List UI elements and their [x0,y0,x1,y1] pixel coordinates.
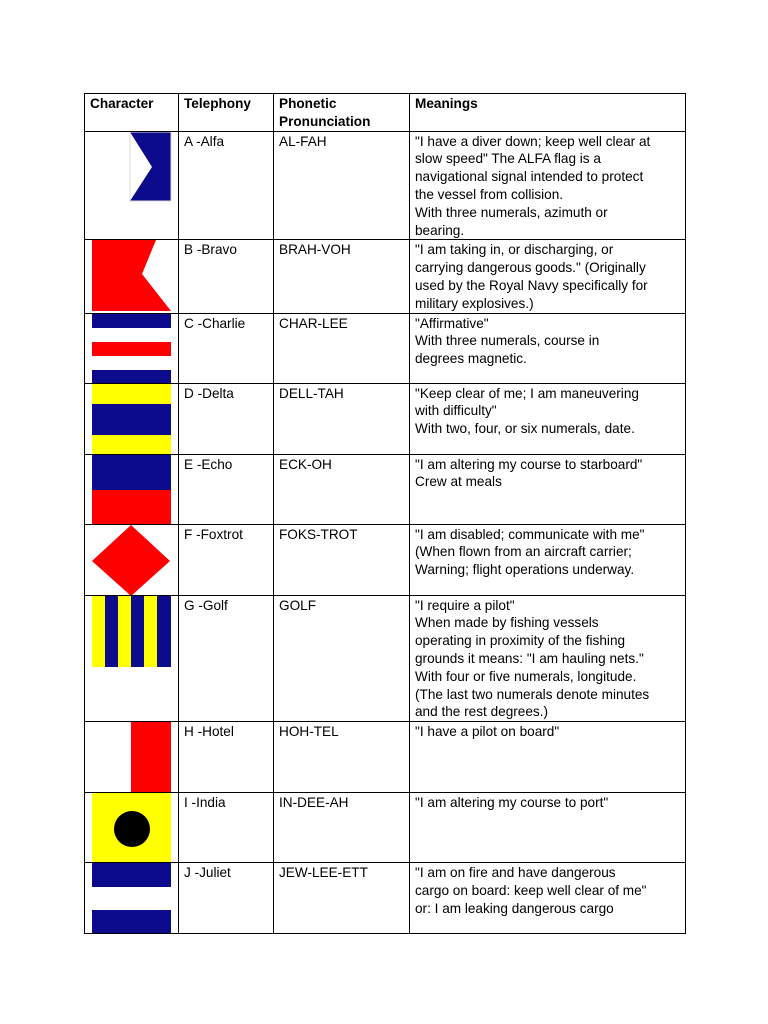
meaning-line: "I am altering my course to port" [415,795,609,811]
meanings-cell [410,595,686,722]
meaning-line: "I require a pilot" [415,597,515,613]
juliet-flag-icon [85,863,179,934]
phonetic-cell: BRAH-VOH [274,240,410,313]
telephony-cell: A -Alfa [179,131,274,240]
flag-cell [85,595,179,722]
telephony-cell: E -Echo [179,454,274,524]
foxtrot-flag-icon [85,525,179,596]
meaning-line: Warning; flight operations underway. [415,562,635,578]
table-row [85,454,686,524]
phonetic-cell: JEW-LEE-ETT [274,863,410,934]
telephony-cell: B -Bravo [179,240,274,313]
meaning-line: With three numerals, azimuth or [415,204,608,220]
phonetic-cell: DELL-TAH [274,383,410,454]
meaning-line: degrees magnetic. [415,351,527,367]
meaning-line: "I am altering my course to starboard" [415,456,643,472]
meaning-line: With three numerals, course in [415,333,600,349]
table-row [85,131,686,240]
meaning-line: When made by fishing vessels [415,615,599,631]
alfa-flag-icon [85,132,179,239]
telephony-cell: H -Hotel [179,722,274,793]
meaning-line: and the rest degrees.) [415,704,548,720]
table-row [85,722,686,793]
phonetic-cell: FOKS-TROT [274,524,410,595]
phonetic-cell: IN-DEE-AH [274,793,410,863]
flag-cell [85,793,179,863]
header-phonetic: Phonetic Pronunciation [274,94,410,132]
meanings-cell [410,863,686,934]
golf-flag-icon [85,596,179,721]
meaning-line: military explosives.) [415,295,534,311]
meaning-line: bearing. [415,222,465,238]
phonetic-cell: ECK-OH [274,454,410,524]
meanings-cell [410,240,686,313]
charlie-flag-icon [85,314,179,384]
meanings-cell [410,131,686,240]
meaning-line: operating in proximity of the fishing [415,633,626,649]
meanings-cell [410,793,686,863]
meanings-cell [410,722,686,793]
meaning-line: or: I am leaking dangerous cargo [415,900,614,916]
telephony-cell: C -Charlie [179,313,274,383]
meaning-line: navigational signal intended to protect [415,169,644,185]
flag-cell [85,383,179,454]
meaning-line: (When flown from an aircraft carrier; [415,544,632,560]
table-row [85,793,686,863]
flag-cell [85,131,179,240]
echo-flag-icon [85,455,179,525]
flag-cell [85,722,179,793]
table-row [85,383,686,454]
meaning-line: slow speed" The ALFA flag is a [415,151,601,167]
bravo-flag-icon [85,240,179,311]
header-telephony: Telephony [179,94,274,132]
meanings-cell [410,454,686,524]
meaning-line: "I have a diver down; keep well clear at [415,133,651,149]
header-character: Character [85,94,179,132]
meanings-cell [410,524,686,595]
table-row [85,313,686,383]
telephony-cell: I -India [179,793,274,863]
phonetic-cell: AL-FAH [274,131,410,240]
signal-flags-table [84,93,686,934]
meaning-line: With four or five numerals, longitude. [415,668,637,684]
meaning-line: (The last two numerals denote minutes [415,686,650,702]
meaning-line: "I am on fire and have dangerous [415,865,616,881]
phonetic-cell: HOH-TEL [274,722,410,793]
telephony-cell: F -Foxtrot [179,524,274,595]
telephony-cell: D -Delta [179,383,274,454]
meaning-line: with difficulty" [415,403,497,419]
hotel-flag-icon [85,722,179,793]
meaning-line: the vessel from collision. [415,186,564,202]
phonetic-cell: CHAR-LEE [274,313,410,383]
meaning-line: "I have a pilot on board" [415,724,560,740]
header-meanings: Meanings [410,94,686,132]
telephony-cell: G -Golf [179,595,274,722]
meaning-line: "I am taking in, or discharging, or [415,242,614,258]
meaning-line: used by the Royal Navy specifically for [415,277,648,293]
phonetic-cell: GOLF [274,595,410,722]
meaning-line: cargo on board: keep well clear of me" [415,882,647,898]
meaning-line: "Keep clear of me; I am maneuvering [415,385,639,401]
india-flag-icon [85,793,179,863]
meanings-cell [410,383,686,454]
meaning-line: "I am disabled; communicate with me" [415,526,645,542]
table-row [85,240,686,313]
flag-cell [85,524,179,595]
flag-cell [85,313,179,383]
meaning-line: Crew at meals [415,474,502,490]
table-row [85,863,686,934]
meaning-line: carrying dangerous goods." (Originally [415,260,646,276]
flag-cell [85,863,179,934]
flag-cell [85,454,179,524]
meaning-line: With two, four, or six numerals, date. [415,421,635,437]
meaning-line: "Affirmative" [415,315,489,331]
table-row [85,595,686,722]
telephony-cell: J -Juliet [179,863,274,934]
meanings-cell [410,313,686,383]
header-row [85,94,686,132]
meaning-line: grounds it means: "I am hauling nets." [415,650,644,666]
table-row [85,524,686,595]
delta-flag-icon [85,384,179,455]
flag-cell [85,240,179,313]
